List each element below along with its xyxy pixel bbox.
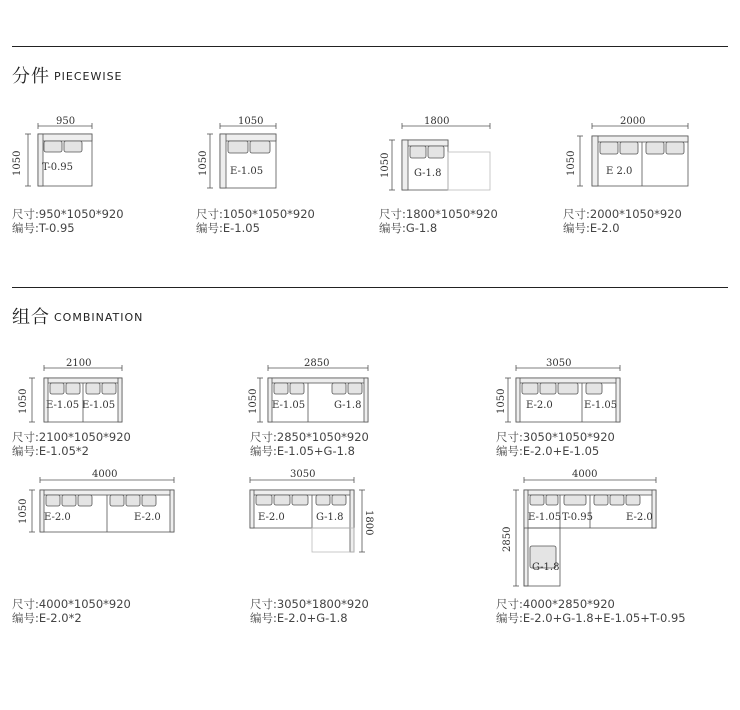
combo-3050-spec: [496, 430, 615, 458]
combo-4000-depth: 1050: [18, 498, 29, 524]
combo-2850-code: 编号:E-1.05+G-1.8: [250, 444, 355, 458]
combo-2100-code: 编号:E-1.05*2: [12, 444, 89, 458]
combo-3050x1800-size: 尺寸:3050*1800*920: [250, 597, 369, 611]
combo-4000x2850-depth: 2850: [502, 526, 513, 552]
combo-4000x2850-spec: [496, 597, 686, 625]
piece-t095-size: 尺寸:950*1050*920: [12, 207, 124, 221]
combo-4000x2850-label-4: G-1.8: [532, 562, 560, 573]
combo-3050x1800-width: 3050: [290, 469, 316, 480]
piece-e20-size: 尺寸:2000*1050*920: [563, 207, 682, 221]
combo-2850-svg: [248, 358, 378, 428]
piece-e105-spec: [196, 207, 315, 235]
combo-2850-depth: 1050: [248, 388, 259, 414]
combo-3050-svg: [494, 358, 634, 428]
combination-heading: [12, 303, 143, 329]
piece-t095-svg: [10, 118, 110, 198]
combo-4000x2850-width: 4000: [572, 469, 598, 480]
piece-t095-drawing: [10, 118, 110, 198]
combo-4000x2850-size: 尺寸:4000*2850*920: [496, 597, 615, 611]
combo-2850-label-1: E-1.05: [272, 400, 306, 411]
piece-g18-code: 编号:G-1.8: [379, 221, 438, 235]
piece-t095-width: 950: [56, 116, 76, 127]
combo-2100-width: 2100: [66, 358, 92, 369]
piece-g18-svg: [378, 118, 498, 198]
combo-2850-width: 2850: [304, 358, 330, 369]
combo-3050-width: 3050: [546, 358, 572, 369]
piece-e20-drawing: [562, 118, 702, 198]
combo-3050-size: 尺寸:3050*1050*920: [496, 430, 615, 444]
combo-4000-label-2: E-2.0: [134, 512, 161, 523]
piece-e20-label: E 2.0: [606, 166, 633, 177]
piece-g18-depth: 1050: [380, 152, 391, 178]
piece-g18-size: 尺寸:1800*1050*920: [379, 207, 498, 221]
combo-4000-width: 4000: [92, 469, 118, 480]
combo-3050-label-2: E-1.05: [584, 400, 618, 411]
combo-3050x1800-label-1: E-2.0: [258, 512, 285, 523]
piece-e20-depth: 1050: [566, 150, 577, 176]
combo-4000x2850-label-1: E-1.05: [528, 512, 562, 523]
piece-g18-spec: [379, 207, 498, 235]
combo-2100-drawing: [10, 358, 130, 428]
piece-e20-code: 编号:E-2.0: [563, 221, 620, 235]
piece-e105-drawing: [196, 118, 296, 198]
top-rule: [12, 46, 728, 47]
combo-2850-drawing: [248, 358, 378, 428]
combo-4000-spec: [12, 597, 131, 625]
piece-t095-code: 编号:T-0.95: [12, 221, 75, 235]
combo-2100-label-2: E-1.05: [82, 400, 116, 411]
combo-3050x1800-drawing: [246, 466, 386, 566]
combo-2100-label-1: E-1.05: [46, 400, 80, 411]
piece-e20-svg: [562, 118, 702, 198]
combo-2850-label-2: G-1.8: [334, 400, 362, 411]
combo-3050-depth: 1050: [496, 388, 507, 414]
combo-4000x2850-label-2: T-0.95: [562, 512, 594, 523]
combo-3050x1800-depth: 1800: [363, 510, 374, 536]
piece-e20-width: 2000: [620, 116, 646, 127]
piecewise-heading: [12, 62, 123, 88]
combo-3050-drawing: [494, 358, 634, 428]
combo-3050x1800-spec: [250, 597, 369, 625]
piecewise-title-en: PIECEWISE: [54, 70, 123, 83]
piecewise-title-cn: 分件: [12, 66, 50, 87]
combination-title-cn: 组合: [12, 307, 50, 328]
combo-4000-label-1: E-2.0: [44, 512, 71, 523]
piece-t095-depth: 1050: [12, 150, 23, 176]
piece-e105-label: E-1.05: [230, 166, 264, 177]
combo-3050x1800-label-2: G-1.8: [316, 512, 344, 523]
combo-2100-size: 尺寸:2100*1050*920: [12, 430, 131, 444]
piece-t095-spec: [12, 207, 124, 235]
combo-3050-code: 编号:E-2.0+E-1.05: [496, 444, 600, 458]
combo-4000-drawing: [10, 466, 190, 536]
combo-4000x2850-code: 编号:E-2.0+G-1.8+E-1.05+T-0.95: [496, 611, 686, 625]
combo-4000x2850-svg: [494, 466, 674, 596]
piece-e105-width: 1050: [238, 116, 264, 127]
combo-4000-svg: [10, 466, 190, 536]
combo-4000-code: 编号:E-2.0*2: [12, 611, 82, 625]
combo-4000x2850-label-3: E-2.0: [626, 512, 653, 523]
combo-2100-depth: 1050: [18, 388, 29, 414]
middle-rule: [12, 287, 728, 288]
combination-title-en: COMBINATION: [54, 311, 144, 324]
piece-g18-label: G-1.8: [414, 168, 442, 179]
piece-e105-size: 尺寸:1050*1050*920: [196, 207, 315, 221]
piece-t095-label: T-0.95: [42, 162, 74, 173]
combo-3050-label-1: E-2.0: [526, 400, 553, 411]
piece-g18-width: 1800: [424, 116, 450, 127]
combo-4000x2850-drawing: [494, 466, 674, 596]
combo-2850-spec: [250, 430, 369, 458]
piece-e105-depth: 1050: [198, 150, 209, 176]
combo-4000-size: 尺寸:4000*1050*920: [12, 597, 131, 611]
combo-2850-size: 尺寸:2850*1050*920: [250, 430, 369, 444]
combo-3050x1800-code: 编号:E-2.0+G-1.8: [250, 611, 348, 625]
combo-3050x1800-svg: [246, 466, 386, 566]
piece-e20-spec: [563, 207, 682, 235]
piece-e105-code: 编号:E-1.05: [196, 221, 260, 235]
piece-e105-svg: [196, 118, 296, 198]
piece-g18-drawing: [378, 118, 498, 198]
combo-2100-spec: [12, 430, 131, 458]
combo-2100-svg: [10, 358, 130, 428]
